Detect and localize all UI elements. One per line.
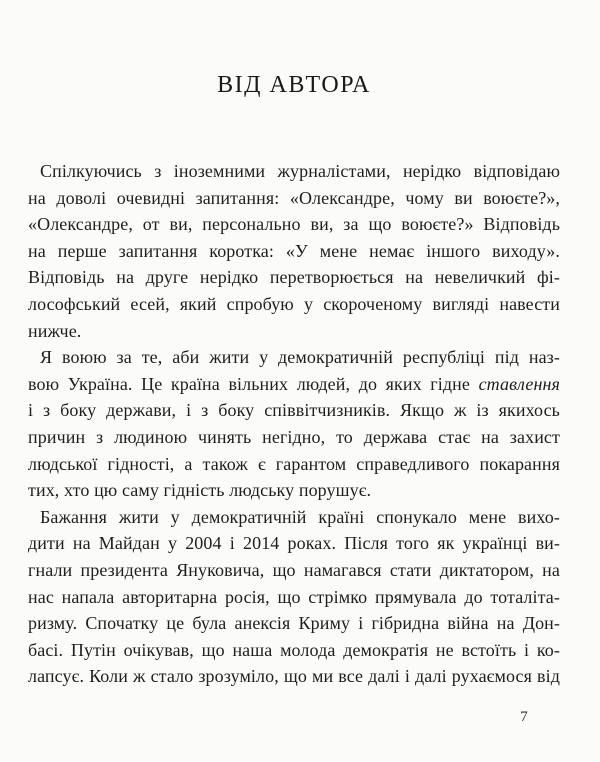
text-line: вою Україна. Це країна вільних людей, до яких гідне ставлення xyxy=(28,373,560,394)
text-line: нас напала авторитарна росія, що стрімко прямувала до тоталіта- xyxy=(28,586,560,607)
text-line: тих, хто цю саму гідність людську порушує. xyxy=(28,480,372,501)
text-line: Я воюю за те, аби жити у демократичній республіці під наз- xyxy=(40,347,560,368)
text-line: Відповідь на друге нерідко перетворюється на невеличкий фі- xyxy=(28,267,560,288)
text-line: на доволі очевидні запитання: «Олександре, чому ви воюєте?», xyxy=(28,187,560,208)
body-text xyxy=(28,158,560,690)
chapter-title: ВІД АВТОРА xyxy=(217,72,371,98)
text-line: і з боку держави, і з боку співвітчизників. Якщо ж із якихось xyxy=(28,400,560,421)
text-line: «Олександре, от ви, персонально ви, за що воюєте?» Відповідь xyxy=(28,214,560,235)
text-line: причин з людиною чинять негідно, то держава стає на захист xyxy=(28,426,560,447)
text-line: нижче. xyxy=(28,320,82,341)
text-line: на перше запитання коротка: «У мене немає іншого виходу». xyxy=(28,240,560,261)
page-number: 7 xyxy=(520,709,528,725)
text-line: лапсує. Коли ж стало зрозуміло, що ми все далі і далі рухаємося від xyxy=(28,666,560,687)
text-line: дити на Майдан у 2004 і 2014 роках. Після того як українці ви- xyxy=(28,533,560,554)
text-line: Спілкуючись з іноземними журналістами, нерідко відповідаю xyxy=(40,161,560,181)
text-line: лософський есей, який спробую у скороченому вигляді навести xyxy=(28,293,560,314)
text-line: гнали президента Януковича, що намагався стати диктатором, на xyxy=(28,559,560,580)
text-line: ризму. Спочатку це була анексія Криму і гібридна війна на Дон- xyxy=(28,613,560,634)
text-line: басі. Путін очікував, що наша молода демократія не встоїть і ко- xyxy=(28,639,560,660)
text-line: Бажання жити у демократичній країні спонукало мене вихо- xyxy=(40,506,560,527)
text-line: людської гідності, а також є гарантом справедливого покарання xyxy=(28,453,560,474)
